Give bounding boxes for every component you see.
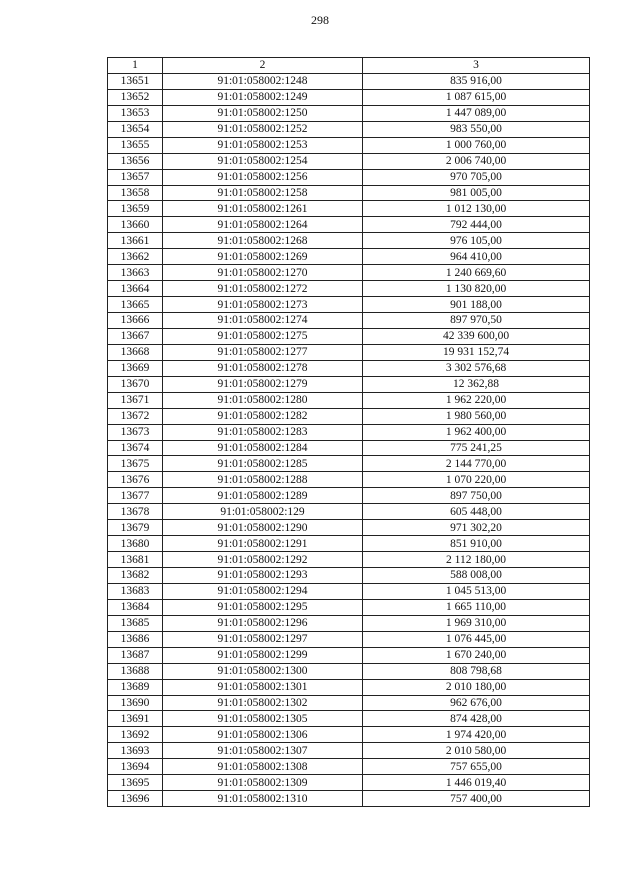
cadastral-number-cell: 91:01:058002:1289: [163, 488, 363, 504]
row-number-cell: 13666: [108, 313, 163, 329]
table-row: [108, 791, 590, 807]
table-row: [108, 647, 590, 663]
row-number-cell: 13685: [108, 615, 163, 631]
table-row: [108, 313, 590, 329]
cadastral-number-cell: 91:01:058002:1284: [163, 440, 363, 456]
row-number-cell: 13672: [108, 408, 163, 424]
column-header-1: 1: [108, 58, 163, 74]
value-cell: 1 130 820,00: [363, 281, 590, 297]
row-number-cell: 13684: [108, 599, 163, 615]
row-number-cell: 13676: [108, 472, 163, 488]
table-row: [108, 472, 590, 488]
table-body: [108, 73, 590, 806]
table-row: [108, 281, 590, 297]
cadastral-number-cell: 91:01:058002:1254: [163, 153, 363, 169]
row-number-cell: 13655: [108, 137, 163, 153]
value-cell: 2 112 180,00: [363, 552, 590, 568]
value-cell: 1 670 240,00: [363, 647, 590, 663]
value-cell: 1 665 110,00: [363, 599, 590, 615]
table-row: [108, 89, 590, 105]
cadastral-number-cell: 91:01:058002:1305: [163, 711, 363, 727]
table-row: [108, 392, 590, 408]
value-cell: 1 012 130,00: [363, 201, 590, 217]
row-number-cell: 13667: [108, 328, 163, 344]
table-row: [108, 169, 590, 185]
value-cell: 1 447 089,00: [363, 105, 590, 121]
table-row: [108, 424, 590, 440]
table-row: [108, 456, 590, 472]
table-row: [108, 137, 590, 153]
cadastral-number-cell: 91:01:058002:1309: [163, 775, 363, 791]
row-number-cell: 13673: [108, 424, 163, 440]
value-cell: 1 974 420,00: [363, 727, 590, 743]
value-cell: 2 144 770,00: [363, 456, 590, 472]
value-cell: 1 962 220,00: [363, 392, 590, 408]
row-number-cell: 13683: [108, 583, 163, 599]
cadastral-number-cell: 91:01:058002:1308: [163, 759, 363, 775]
cadastral-number-cell: 91:01:058002:1272: [163, 281, 363, 297]
table-row: [108, 217, 590, 233]
row-number-cell: 13658: [108, 185, 163, 201]
row-number-cell: 13652: [108, 89, 163, 105]
cadastral-number-cell: 91:01:058002:1301: [163, 679, 363, 695]
cadastral-number-cell: 91:01:058002:1273: [163, 297, 363, 313]
row-number-cell: 13651: [108, 73, 163, 89]
row-number-cell: 13675: [108, 456, 163, 472]
table-row: [108, 376, 590, 392]
table-row: [108, 105, 590, 121]
table-row: [108, 153, 590, 169]
row-number-cell: 13653: [108, 105, 163, 121]
table-row: [108, 759, 590, 775]
cadastral-number-cell: 91:01:058002:1256: [163, 169, 363, 185]
value-cell: 1 240 669,60: [363, 265, 590, 281]
value-cell: 792 444,00: [363, 217, 590, 233]
cadastral-number-cell: 91:01:058002:1300: [163, 663, 363, 679]
table-row: [108, 695, 590, 711]
cadastral-number-cell: 91:01:058002:1253: [163, 137, 363, 153]
cadastral-number-cell: 91:01:058002:1258: [163, 185, 363, 201]
cadastral-number-cell: 91:01:058002:1269: [163, 249, 363, 265]
cadastral-number-cell: 91:01:058002:1294: [163, 583, 363, 599]
cadastral-number-cell: 91:01:058002:1275: [163, 328, 363, 344]
cadastral-number-cell: 91:01:058002:1297: [163, 631, 363, 647]
row-number-cell: 13687: [108, 647, 163, 663]
cadastral-number-cell: 91:01:058002:1299: [163, 647, 363, 663]
row-number-cell: 13693: [108, 743, 163, 759]
cadastral-number-cell: 91:01:058002:1270: [163, 265, 363, 281]
row-number-cell: 13686: [108, 631, 163, 647]
row-number-cell: 13664: [108, 281, 163, 297]
column-header-3: 3: [363, 58, 590, 74]
row-number-cell: 13694: [108, 759, 163, 775]
cadastral-number-cell: 91:01:058002:1290: [163, 520, 363, 536]
value-cell: 971 302,20: [363, 520, 590, 536]
row-number-cell: 13691: [108, 711, 163, 727]
cadastral-number-cell: 91:01:058002:1274: [163, 313, 363, 329]
value-cell: 605 448,00: [363, 504, 590, 520]
value-cell: 1 980 560,00: [363, 408, 590, 424]
value-cell: 962 676,00: [363, 695, 590, 711]
table-row: [108, 568, 590, 584]
table-row: [108, 185, 590, 201]
value-cell: 2 010 580,00: [363, 743, 590, 759]
cadastral-number-cell: 91:01:058002:1283: [163, 424, 363, 440]
row-number-cell: 13690: [108, 695, 163, 711]
row-number-cell: 13663: [108, 265, 163, 281]
table-row: [108, 344, 590, 360]
cadastral-number-cell: 91:01:058002:1285: [163, 456, 363, 472]
cadastral-number-cell: 91:01:058002:1306: [163, 727, 363, 743]
table-row: [108, 488, 590, 504]
cadastral-number-cell: 91:01:058002:1307: [163, 743, 363, 759]
row-number-cell: 13682: [108, 568, 163, 584]
row-number-cell: 13680: [108, 536, 163, 552]
table-row: [108, 265, 590, 281]
value-cell: 1 076 445,00: [363, 631, 590, 647]
table-row: [108, 743, 590, 759]
table-row: [108, 328, 590, 344]
value-cell: 901 188,00: [363, 297, 590, 313]
value-cell: 983 550,00: [363, 121, 590, 137]
cadastral-number-cell: 91:01:058002:1302: [163, 695, 363, 711]
cadastral-number-cell: 91:01:058002:1291: [163, 536, 363, 552]
row-number-cell: 13692: [108, 727, 163, 743]
table-row: [108, 552, 590, 568]
row-number-cell: 13669: [108, 360, 163, 376]
cadastral-number-cell: 91:01:058002:1268: [163, 233, 363, 249]
row-number-cell: 13677: [108, 488, 163, 504]
cadastral-number-cell: 91:01:058002:1277: [163, 344, 363, 360]
cadastral-number-cell: 91:01:058002:1293: [163, 568, 363, 584]
row-number-cell: 13668: [108, 344, 163, 360]
row-number-cell: 13688: [108, 663, 163, 679]
table-row: [108, 121, 590, 137]
value-cell: 1 087 615,00: [363, 89, 590, 105]
row-number-cell: 13674: [108, 440, 163, 456]
value-cell: 897 970,50: [363, 313, 590, 329]
row-number-cell: 13681: [108, 552, 163, 568]
row-number-cell: 13659: [108, 201, 163, 217]
row-number-cell: 13671: [108, 392, 163, 408]
cadastral-number-cell: 91:01:058002:1288: [163, 472, 363, 488]
value-cell: 1 962 400,00: [363, 424, 590, 440]
table-row: [108, 73, 590, 89]
row-number-cell: 13670: [108, 376, 163, 392]
cadastral-number-cell: 91:01:058002:1279: [163, 376, 363, 392]
table-row: [108, 504, 590, 520]
value-cell: 851 910,00: [363, 536, 590, 552]
cadastral-number-cell: 91:01:058002:1280: [163, 392, 363, 408]
row-number-cell: 13696: [108, 791, 163, 807]
cadastral-number-cell: 91:01:058002:129: [163, 504, 363, 520]
value-cell: 897 750,00: [363, 488, 590, 504]
value-cell: 775 241,25: [363, 440, 590, 456]
table-row: [108, 663, 590, 679]
column-header-2: 2: [163, 58, 363, 74]
value-cell: 835 916,00: [363, 73, 590, 89]
value-cell: 42 339 600,00: [363, 328, 590, 344]
row-number-cell: 13656: [108, 153, 163, 169]
cadastral-number-cell: 91:01:058002:1248: [163, 73, 363, 89]
table-row: [108, 727, 590, 743]
value-cell: 976 105,00: [363, 233, 590, 249]
table-row: [108, 679, 590, 695]
table-row: [108, 615, 590, 631]
value-cell: 1 446 019,40: [363, 775, 590, 791]
value-cell: 808 798,68: [363, 663, 590, 679]
table-row: [108, 711, 590, 727]
cadastral-number-cell: 91:01:058002:1282: [163, 408, 363, 424]
value-cell: 588 008,00: [363, 568, 590, 584]
value-cell: 1 045 513,00: [363, 583, 590, 599]
value-cell: 19 931 152,74: [363, 344, 590, 360]
cadastral-number-cell: 91:01:058002:1261: [163, 201, 363, 217]
value-cell: 757 400,00: [363, 791, 590, 807]
table-row: [108, 249, 590, 265]
table-row: [108, 583, 590, 599]
cadastral-number-cell: 91:01:058002:1264: [163, 217, 363, 233]
cadastral-number-cell: 91:01:058002:1296: [163, 615, 363, 631]
table-row: [108, 233, 590, 249]
row-number-cell: 13679: [108, 520, 163, 536]
table-row: [108, 631, 590, 647]
row-number-cell: 13665: [108, 297, 163, 313]
cadastral-number-cell: 91:01:058002:1310: [163, 791, 363, 807]
cadastral-number-cell: 91:01:058002:1249: [163, 89, 363, 105]
table-header-row: [108, 58, 590, 74]
table-row: [108, 775, 590, 791]
cadastral-number-cell: 91:01:058002:1252: [163, 121, 363, 137]
page-number: 298: [311, 13, 329, 27]
row-number-cell: 13662: [108, 249, 163, 265]
value-cell: 757 655,00: [363, 759, 590, 775]
cadastral-number-cell: 91:01:058002:1292: [163, 552, 363, 568]
cadastral-number-cell: 91:01:058002:1295: [163, 599, 363, 615]
table-row: [108, 408, 590, 424]
value-cell: 1 000 760,00: [363, 137, 590, 153]
table-row: [108, 201, 590, 217]
row-number-cell: 13660: [108, 217, 163, 233]
table-row: [108, 536, 590, 552]
value-cell: 874 428,00: [363, 711, 590, 727]
row-number-cell: 13695: [108, 775, 163, 791]
row-number-cell: 13654: [108, 121, 163, 137]
table-row: [108, 297, 590, 313]
value-cell: 12 362,88: [363, 376, 590, 392]
cadastral-number-cell: 91:01:058002:1278: [163, 360, 363, 376]
table-row: [108, 440, 590, 456]
value-cell: 970 705,00: [363, 169, 590, 185]
registry-table: [107, 57, 590, 807]
table-row: [108, 360, 590, 376]
table-row: [108, 599, 590, 615]
value-cell: 3 302 576,68: [363, 360, 590, 376]
cadastral-number-cell: 91:01:058002:1250: [163, 105, 363, 121]
row-number-cell: 13678: [108, 504, 163, 520]
value-cell: 2 010 180,00: [363, 679, 590, 695]
value-cell: 1 969 310,00: [363, 615, 590, 631]
row-number-cell: 13661: [108, 233, 163, 249]
value-cell: 1 070 220,00: [363, 472, 590, 488]
value-cell: 981 005,00: [363, 185, 590, 201]
row-number-cell: 13689: [108, 679, 163, 695]
table-row: [108, 520, 590, 536]
value-cell: 964 410,00: [363, 249, 590, 265]
value-cell: 2 006 740,00: [363, 153, 590, 169]
row-number-cell: 13657: [108, 169, 163, 185]
